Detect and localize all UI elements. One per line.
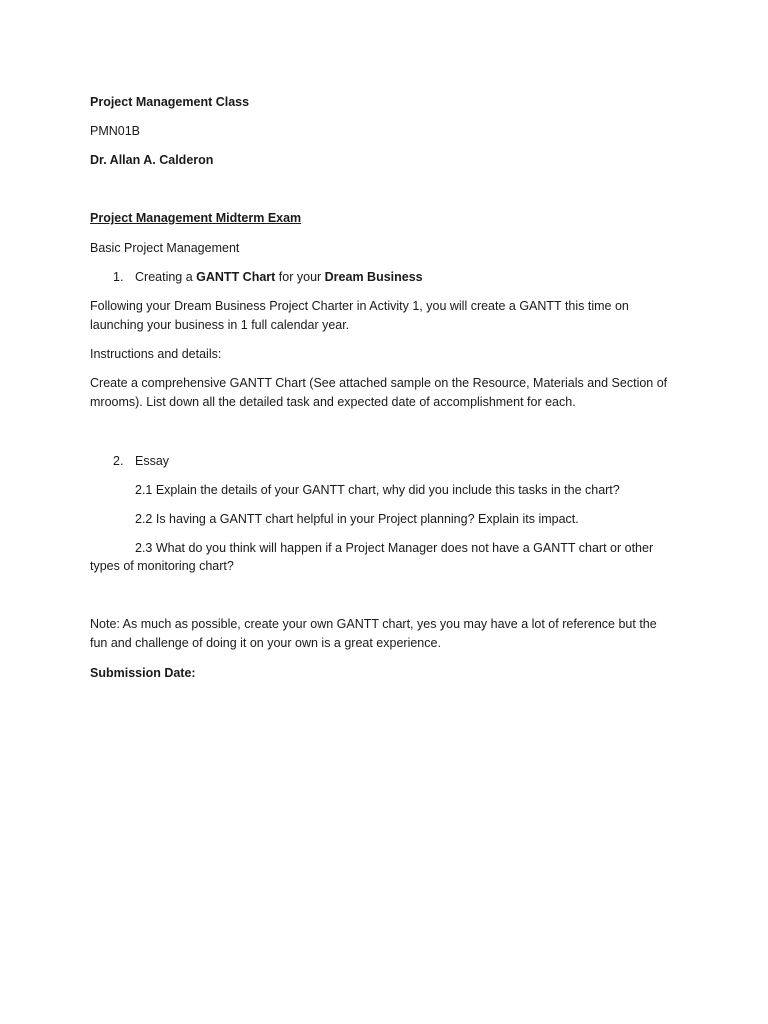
item-2-label: Essay	[135, 454, 170, 468]
exam-subtitle: Basic Project Management	[90, 241, 240, 255]
item-1-gantt: GANTT Chart	[196, 270, 276, 284]
note-line-2: fun and challenge of doing it on your own is a great experience.	[90, 636, 441, 650]
item-1-number: 1.	[113, 270, 124, 284]
note-line-1: Note: As much as possible, create your own GANTT chart, yes you may have a lot of reference but the	[90, 617, 657, 631]
instructions-line-1: Create a comprehensive GANTT Chart (See attached sample on the Resource, Materials and Section of	[90, 376, 668, 390]
question-2-3-line-2: types of monitoring chart?	[90, 559, 234, 573]
question-2-2: 2.2 Is having a GANTT chart helpful in your Project planning? Explain its impact.	[135, 512, 579, 526]
instructions-line-2: mrooms). List down all the detailed task and expected date of accomplishment for each.	[90, 395, 576, 409]
item-1-prefix: Creating a	[135, 270, 197, 284]
instructions-label: Instructions and details:	[90, 347, 222, 361]
course-code: PMN01B	[90, 124, 141, 138]
item-1-middle: for your	[275, 270, 325, 284]
instructor-name: Dr. Allan A. Calderon	[90, 153, 214, 167]
exam-title: Project Management Midterm Exam	[90, 211, 302, 225]
item-1-description-line-1: Following your Dream Business Project Charter in Activity 1, you will create a GANTT this time on	[90, 299, 629, 313]
item-1-text	[135, 268, 423, 286]
item-2-number: 2.	[113, 454, 124, 468]
question-2-3-line-1: 2.3 What do you think will happen if a Project Manager does not have a GANTT chart or other	[135, 541, 654, 555]
course-title: Project Management Class	[90, 95, 250, 109]
submission-date-label: Submission Date:	[90, 666, 196, 680]
item-1-dream: Dream Business	[324, 270, 423, 284]
question-2-1: 2.1 Explain the details of your GANTT chart, why did you include this tasks in the chart?	[135, 483, 620, 497]
item-1-description-line-2: launching your business in 1 full calendar year.	[90, 318, 350, 332]
